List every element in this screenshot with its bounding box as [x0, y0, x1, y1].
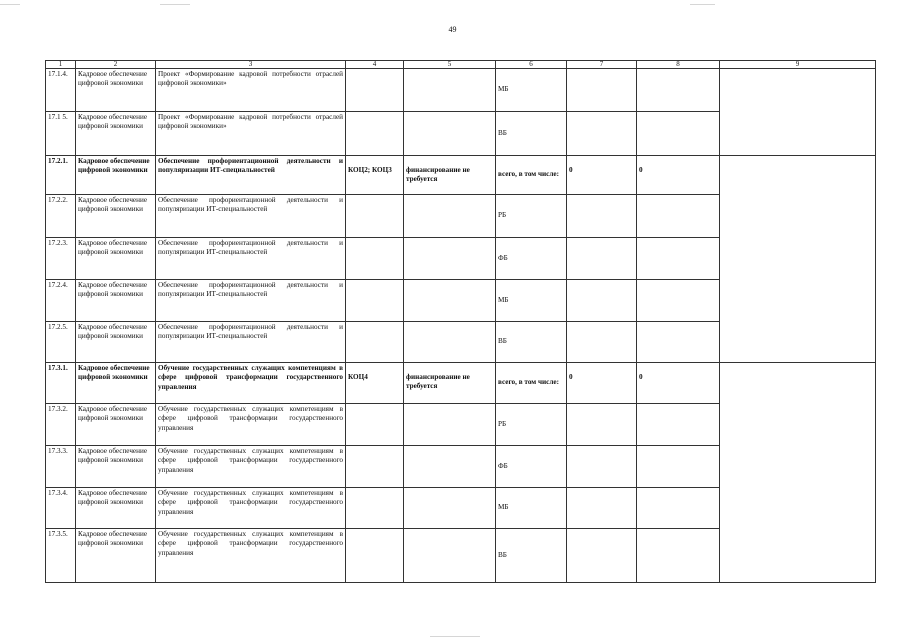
row-funding-source: РБ: [496, 195, 567, 238]
row-indicator: [346, 404, 404, 446]
row-value-8: [637, 280, 720, 322]
row-value-7: [567, 238, 637, 280]
row-value-7: [567, 529, 637, 583]
row-value-9: [720, 69, 876, 156]
column-header-row: [46, 61, 876, 69]
page-number: 49: [448, 25, 457, 34]
row-value-7: [567, 69, 637, 112]
row-description: Обучение государственных служащих компетенциям в сфере цифровой трансформации государственного управления: [156, 404, 346, 446]
row-value-7: [567, 112, 637, 156]
row-code: 17.3.5.: [46, 529, 76, 583]
row-indicator: [346, 488, 404, 529]
row-funding-source: МБ: [496, 488, 567, 529]
column-header: 4: [346, 61, 404, 69]
row-value-7: 0: [567, 363, 637, 404]
row-funding-source: МБ: [496, 69, 567, 112]
row-funding-source: ВБ: [496, 322, 567, 363]
row-value-8: [637, 446, 720, 488]
row-description: Проект «Формирование кадровой потребности отраслей цифровой экономики»: [156, 112, 346, 156]
row-value-8: [637, 488, 720, 529]
row-value-8: [637, 529, 720, 583]
row-activity: Кадровое обеспечение цифровой экономики: [76, 195, 156, 238]
row-activity: Кадровое обеспечение цифровой экономики: [76, 446, 156, 488]
row-activity: Кадровое обеспечение цифровой экономики: [76, 404, 156, 446]
row-description: Проект «Формирование кадровой потребности отраслей цифровой экономики»: [156, 69, 346, 112]
column-header: 5: [404, 61, 496, 69]
row-activity: Кадровое обеспечение цифровой экономики: [76, 238, 156, 280]
row-funding-source: МБ: [496, 280, 567, 322]
row-code: 17.2.3.: [46, 238, 76, 280]
row-code: 17.3.1.: [46, 363, 76, 404]
row-funding-source: ФБ: [496, 238, 567, 280]
row-financing: [404, 280, 496, 322]
row-value-7: [567, 195, 637, 238]
row-value-8: 0: [637, 363, 720, 404]
row-value-7: [567, 322, 637, 363]
row-value-9: [720, 363, 876, 583]
row-financing: финансирование не требуется: [404, 156, 496, 195]
row-activity: Кадровое обеспечение цифровой экономики: [76, 112, 156, 156]
row-indicator: [346, 446, 404, 488]
row-code: 17.3.3.: [46, 446, 76, 488]
column-header: 8: [637, 61, 720, 69]
row-code: 17.1.4.: [46, 69, 76, 112]
row-activity: Кадровое обеспечение цифровой экономики: [76, 363, 156, 404]
row-financing: [404, 238, 496, 280]
row-financing: [404, 69, 496, 112]
row-funding-source: всего, в том числе:: [496, 156, 567, 195]
row-activity: Кадровое обеспечение цифровой экономики: [76, 156, 156, 195]
row-value-8: [637, 69, 720, 112]
row-activity: Кадровое обеспечение цифровой экономики: [76, 280, 156, 322]
row-value-7: [567, 280, 637, 322]
row-value-7: [567, 446, 637, 488]
row-description: Обеспечение профориентационной деятельности и популяризации ИТ-специальностей: [156, 238, 346, 280]
row-value-7: [567, 488, 637, 529]
row-value-8: 0: [637, 156, 720, 195]
row-description: Обучение государственных служащих компетенциям в сфере цифровой трансформации государственного управления: [156, 446, 346, 488]
row-indicator: [346, 529, 404, 583]
column-header: 3: [156, 61, 346, 69]
row-funding-source: ВБ: [496, 112, 567, 156]
row-description: Обучение государственных служащих компетенциям в сфере цифровой трансформации государственного управления: [156, 363, 346, 404]
row-financing: [404, 112, 496, 156]
row-financing: [404, 195, 496, 238]
row-value-8: [637, 112, 720, 156]
row-financing: финансирование не требуется: [404, 363, 496, 404]
row-indicator: [346, 280, 404, 322]
row-financing: [404, 446, 496, 488]
row-value-7: 0: [567, 156, 637, 195]
column-header: 7: [567, 61, 637, 69]
row-value-9: [720, 156, 876, 363]
row-description: Обеспечение профориентационной деятельности и популяризации ИТ-специальностей: [156, 322, 346, 363]
row-funding-source: ВБ: [496, 529, 567, 583]
scan-artifact-line: [690, 4, 715, 5]
row-indicator: КОЦ4: [346, 363, 404, 404]
row-code: 17.2.4.: [46, 280, 76, 322]
table-row: [46, 69, 876, 112]
column-header: 9: [720, 61, 876, 69]
row-funding-source: РБ: [496, 404, 567, 446]
row-code: 17.1 5.: [46, 112, 76, 156]
row-code: 17.3.2.: [46, 404, 76, 446]
row-indicator: [346, 322, 404, 363]
row-funding-source: ФБ: [496, 446, 567, 488]
row-code: 17.3.4.: [46, 488, 76, 529]
row-description: Обеспечение профориентационной деятельности и популяризации ИТ-специальностей: [156, 156, 346, 195]
column-header: 2: [76, 61, 156, 69]
row-value-8: [637, 322, 720, 363]
row-value-8: [637, 404, 720, 446]
row-indicator: [346, 195, 404, 238]
row-funding-source: всего, в том числе:: [496, 363, 567, 404]
row-financing: [404, 488, 496, 529]
row-description: Обеспечение профориентационной деятельности и популяризации ИТ-специальностей: [156, 195, 346, 238]
row-value-8: [637, 238, 720, 280]
row-financing: [404, 404, 496, 446]
row-indicator: [346, 238, 404, 280]
row-activity: Кадровое обеспечение цифровой экономики: [76, 488, 156, 529]
row-description: Обеспечение профориентационной деятельности и популяризации ИТ-специальностей: [156, 280, 346, 322]
row-indicator: [346, 69, 404, 112]
row-description: Обучение государственных служащих компетенциям в сфере цифровой трансформации государственного управления: [156, 488, 346, 529]
table-row: [46, 156, 876, 195]
budget-table: [45, 60, 876, 583]
row-indicator: КОЦ2; КОЦ3: [346, 156, 404, 195]
row-activity: Кадровое обеспечение цифровой экономики: [76, 529, 156, 583]
scan-artifact-line: [430, 636, 480, 637]
row-financing: [404, 322, 496, 363]
row-value-7: [567, 404, 637, 446]
row-activity: Кадровое обеспечение цифровой экономики: [76, 69, 156, 112]
row-code: 17.2.1.: [46, 156, 76, 195]
row-activity: Кадровое обеспечение цифровой экономики: [76, 322, 156, 363]
column-header: 1: [46, 61, 76, 69]
row-indicator: [346, 112, 404, 156]
scan-artifact-line: [160, 4, 190, 5]
row-financing: [404, 529, 496, 583]
row-code: 17.2.5.: [46, 322, 76, 363]
scan-artifact-line: [0, 4, 20, 5]
row-value-8: [637, 195, 720, 238]
table-row: [46, 363, 876, 404]
table-body: [46, 61, 876, 583]
column-header: 6: [496, 61, 567, 69]
row-code: 17.2.2.: [46, 195, 76, 238]
row-description: Обучение государственных служащих компетенциям в сфере цифровой трансформации государственного управления: [156, 529, 346, 583]
